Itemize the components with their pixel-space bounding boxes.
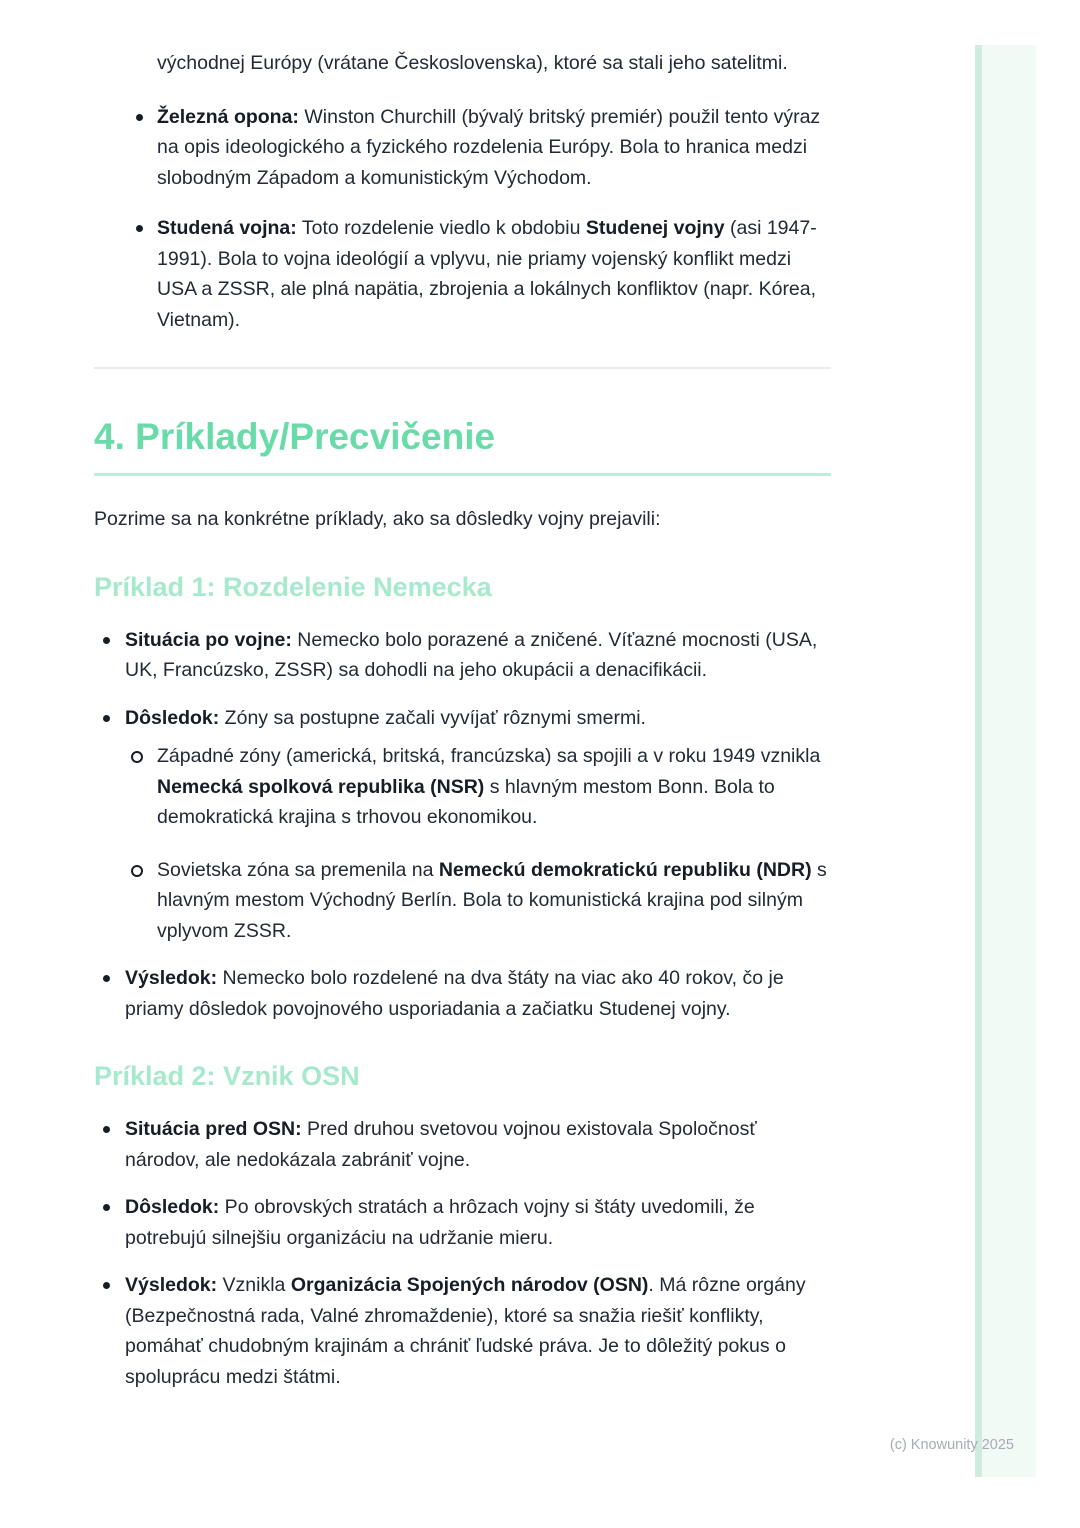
- bullet-list-example-2: [94, 1114, 831, 1392]
- list-item: Výsledok: Nemecko bolo rozdelené na dva štáty na viac ako 40 rokov, čo je priamy dôsledok povojnového usporiadania a začiatku Studenej vojny.: [94, 963, 831, 1024]
- section-intro-paragraph: Pozrime sa na konkrétne príklady, ako sa dôsledky vojny prejavili:: [94, 508, 661, 530]
- example-1-heading: Príklad 1: Rozdelenie Nemecka: [94, 571, 492, 602]
- bullet-list-key-terms: [94, 102, 831, 336]
- list-item: Studená vojna: Toto rozdelenie viedlo k obdobiu Studenej vojny (asi 1947-1991). Bola to vojna ideológií a vplyvu, nie priamy vojenský konflikt medzi USA a ZSSR, ale plná napätia, zbrojenia a lokálnych konfliktov (napr. Kórea, Vietnam).: [94, 213, 831, 335]
- page-edge-decoration: [975, 45, 1036, 1477]
- list-item: Dôsledok: Po obrovských stratách a hrôzach vojny si štáty uvedomili, že potrebujú silnejšiu organizáciu na udržanie mieru.: [94, 1192, 831, 1253]
- sub-bullet-list: [125, 741, 831, 946]
- sub-list-item: Západné zóny (americká, britská, francúzska) sa spojili a v roku 1949 vznikla Nemecká spolková republika (NSR) s hlavným mestom Bonn. Bola to demokratická krajina s trhovou ekonomikou.: [125, 741, 831, 833]
- section-heading: 4. Príklady/Precvičenie: [94, 415, 831, 476]
- sub-list-item: Sovietska zóna sa premenila na Nemeckú demokratickú republiku (NDR) s hlavným mestom Východný Berlín. Bola to komunistická krajina pod silným vplyvom ZSSR.: [125, 855, 831, 947]
- example-2-heading: Príklad 2: Vznik OSN: [94, 1061, 360, 1091]
- list-item: Železná opona: Winston Churchill (bývalý britský premiér) použil tento výraz na opis ideologického a fyzického rozdelenia Európy. Bola to hranica medzi slobodným Západom a komunistickým Východom.: [94, 102, 831, 194]
- bullet-list-example-1: [94, 625, 831, 1025]
- list-item: Dôsledok: Zóny sa postupne začali vyvíjať rôznymi smermi. Západné zóny (americká, britská, francúzska) sa spojili a v roku 1949 vznikla Nemecká spolková republika (NSR) s hlavným mestom Bonn. Bola to demokratická krajina s trhovou ekonomikou. Sovietska zóna sa premenila na Nemeckú demokratickú republiku (NDR) s hlavným mestom Východný Berlín. Bola to komunistická krajina pod silným vplyvom ZSSR.: [94, 703, 831, 947]
- list-item: Situácia po vojne: Nemecko bolo porazené a zničené. Víťazné mocnosti (USA, UK, Francúzsko, ZSSR) sa dohodli na jeho okupácii a denacifikácii.: [94, 625, 831, 686]
- paragraph-continuation: východnej Európy (vrátane Československa), ktoré sa stali jeho satelitmi.: [157, 52, 788, 74]
- list-item: Situácia pred OSN: Pred druhou svetovou vojnou existovala Spoločnosť národov, ale nedokázala zabrániť vojne.: [94, 1114, 831, 1175]
- list-item: Výsledok: Vznikla Organizácia Spojených národov (OSN). Má rôzne orgány (Bezpečnostná rada, Valné zhromaždenie), ktoré sa snažia riešiť konflikty, pomáhať chudobným krajinám a chrániť ľudské práva. Je to dôležitý pokus o spoluprácu medzi štátmi.: [94, 1270, 831, 1392]
- section-divider: [94, 367, 831, 369]
- copyright-footer: (c) Knowunity 2025: [889, 1437, 1014, 1453]
- document-content: [94, 48, 831, 1409]
